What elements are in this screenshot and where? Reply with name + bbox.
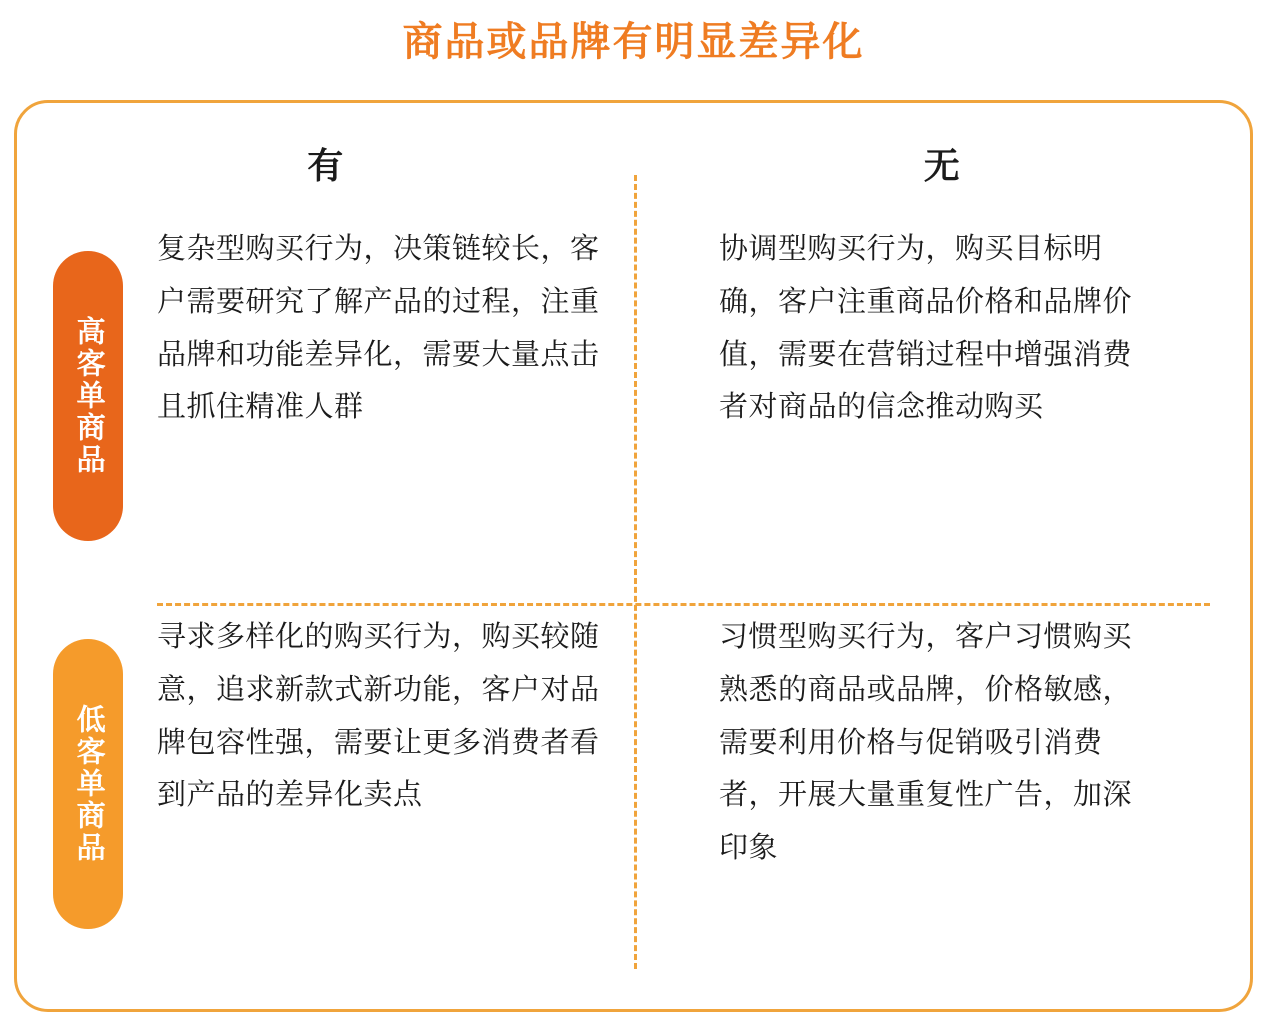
horizontal-divider — [157, 603, 1210, 606]
cell-high-price-yes: 复杂型购买行为，决策链较长，客户需要研究了解产品的过程，注重品牌和功能差异化，需要大量点击且抓住精准人群 — [157, 233, 600, 424]
cell-low-price-yes: 寻求多样化的购买行为，购买较随意，追求新款式新功能，客户对品牌包容性强，需要让更多消费者看到产品的差异化卖点 — [157, 621, 600, 812]
cell-high-price-no: 协调型购买行为，购买目标明确，客户注重商品价格和品牌价值，需要在营销过程中增强消费者对商品的信念推动购买 — [719, 233, 1133, 424]
matrix-row-low-price — [17, 611, 1250, 991]
row-label-high-price: 高客单商品 — [53, 251, 123, 541]
row-cells-high-price — [157, 223, 1230, 434]
row-label-low-price: 低客单商品 — [53, 639, 123, 929]
matrix-container — [14, 100, 1253, 1012]
page-title: 商品或品牌有明显差异化 — [402, 20, 865, 64]
column-header-no: 无 — [923, 145, 960, 186]
row-cells-low-price — [157, 611, 1230, 875]
column-header-yes: 有 — [307, 145, 344, 186]
matrix-row-high-price — [17, 223, 1250, 603]
cell-low-price-no: 习惯型购买行为，客户习惯购买熟悉的商品或品牌，价格敏感，需要利用价格与促销吸引消费者，开展大量重复性广告，加深印象 — [719, 621, 1133, 865]
